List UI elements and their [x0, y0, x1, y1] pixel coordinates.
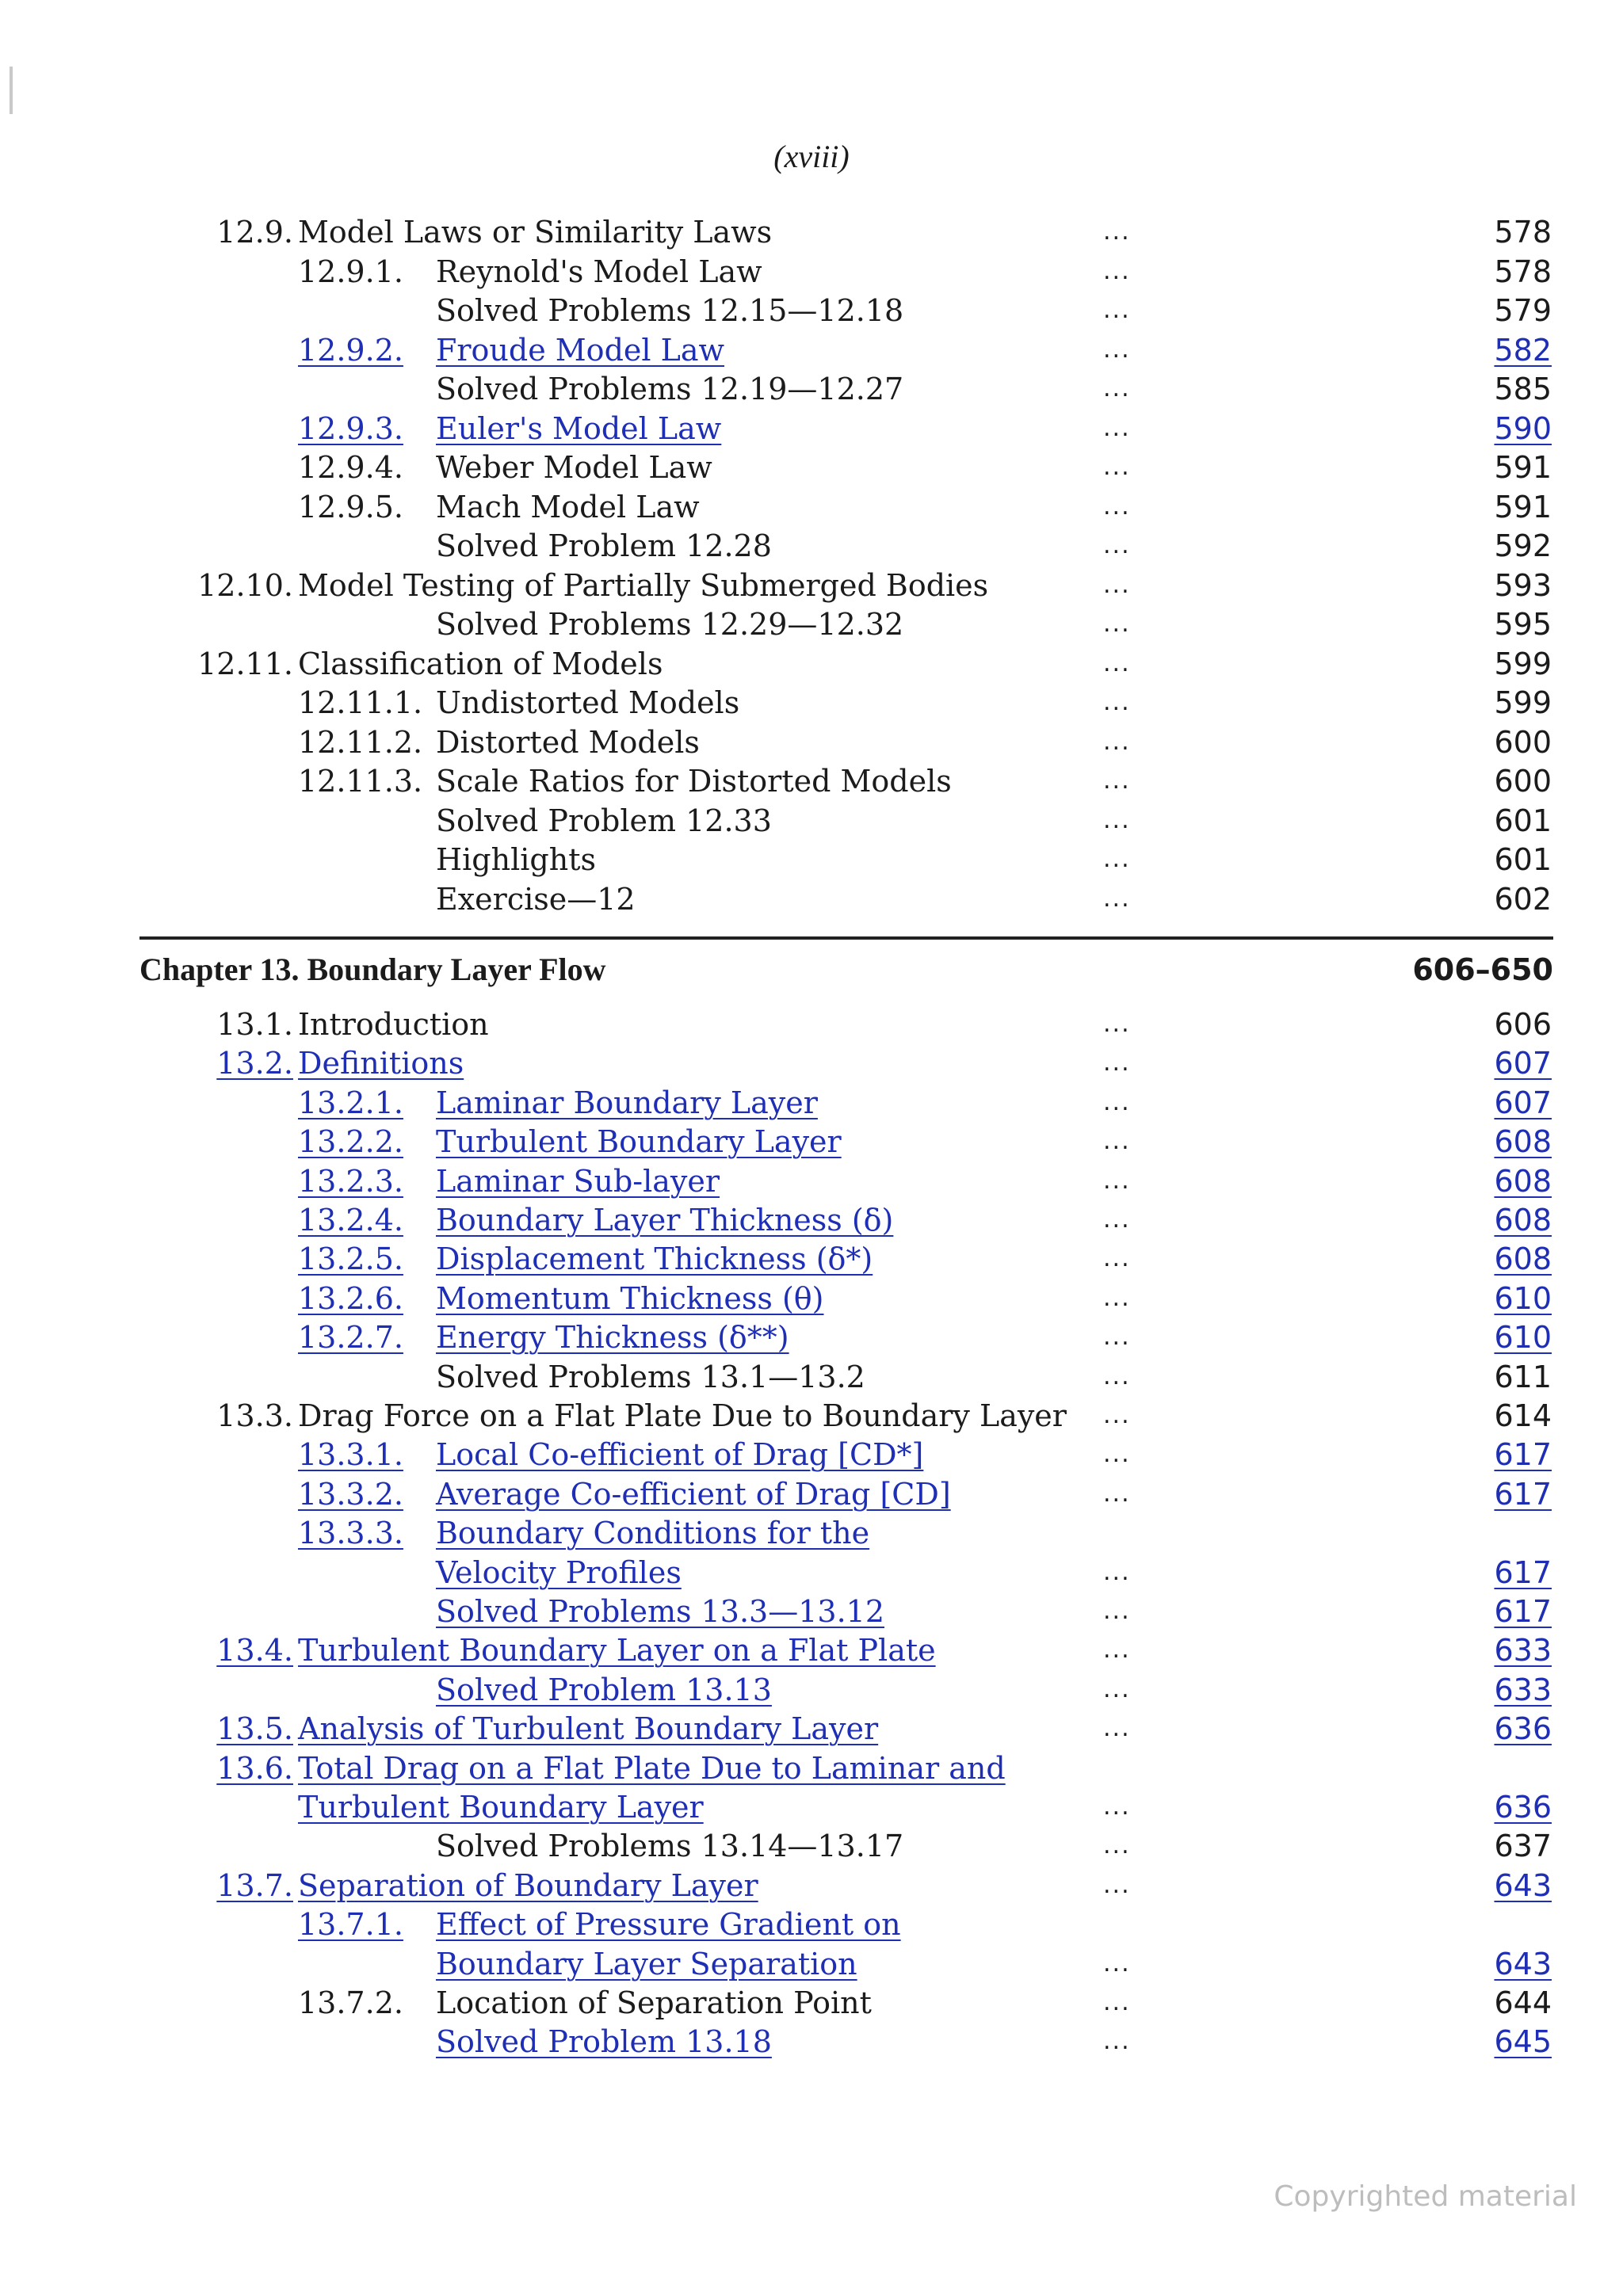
chapter-page-range: 606–650 — [1412, 952, 1553, 987]
toc-entry-number[interactable]: 13.3.2. — [298, 1476, 403, 1512]
toc-entry-number[interactable]: 13.2.1. — [298, 1085, 403, 1120]
toc-leader-dots: ... — [1103, 532, 1131, 559]
toc-leader-dots: ... — [1103, 1088, 1131, 1116]
toc-entry-number: 12.9.1. — [298, 254, 403, 289]
toc-entry-number: 12.9. — [216, 215, 293, 250]
toc-entry[interactable] — [0, 1749, 1623, 1788]
toc-entry-page[interactable]: 617 — [1494, 1594, 1552, 1629]
toc-entry-page[interactable]: 608 — [1494, 1124, 1552, 1160]
toc-entry-title[interactable]: Boundary Conditions for the — [436, 1516, 870, 1551]
toc-entry-page[interactable]: 636 — [1494, 1711, 1552, 1747]
toc-entry[interactable] — [0, 1239, 1623, 1279]
toc-entry-number: 13.7.2. — [298, 1985, 403, 2020]
toc-entry-title: Exercise—12 — [436, 881, 636, 917]
toc-entry — [0, 1983, 1623, 2023]
toc-entry-page[interactable]: 608 — [1494, 1163, 1552, 1199]
toc-entry-number: 12.10. — [197, 567, 293, 603]
toc-entry-title: Solved Problems 13.1—13.2 — [436, 1359, 865, 1394]
toc-entry-title[interactable]: Effect of Pressure Gradient on — [436, 1907, 901, 1943]
toc-entry-title[interactable]: Momentum Thickness (θ) — [436, 1280, 824, 1316]
toc-entry[interactable] — [0, 1944, 1623, 1984]
toc-entry[interactable] — [0, 1043, 1623, 1083]
toc-entry-number: 12.11.3. — [298, 764, 423, 799]
toc-entry-title[interactable]: Turbulent Boundary Layer — [436, 1124, 842, 1160]
toc-entry-title: Solved Problems 12.15—12.18 — [436, 293, 904, 328]
toc-entry-title[interactable]: Laminar Sub-layer — [436, 1163, 720, 1199]
toc-entry — [0, 369, 1623, 409]
toc-entry-number: 12.11. — [197, 646, 293, 681]
toc-entry[interactable] — [0, 409, 1623, 448]
toc-leader-dots: ... — [1103, 1440, 1131, 1469]
toc-entry-title: Location of Separation Point — [436, 1985, 872, 2020]
toc-entry-number: 13.3. — [216, 1398, 293, 1433]
toc-entry — [0, 487, 1623, 527]
toc-entry-title[interactable]: Velocity Profiles — [436, 1554, 682, 1590]
toc-entry-page[interactable]: 582 — [1494, 332, 1552, 368]
toc-entry-page: 602 — [1494, 881, 1552, 917]
toc-entry-page[interactable]: 643 — [1494, 1946, 1552, 1981]
toc-entry-page: 579 — [1494, 293, 1552, 328]
toc-entry-title[interactable]: Solved Problem 13.13 — [436, 1672, 772, 1707]
toc-entry-number[interactable]: 13.2.6. — [298, 1280, 403, 1316]
toc-entry[interactable] — [0, 1200, 1623, 1240]
toc-entry-title: Solved Problems 12.29—12.32 — [436, 607, 904, 642]
toc-leader-dots: ... — [1103, 688, 1131, 716]
scan-artifact — [10, 67, 13, 114]
toc-leader-dots: ... — [1103, 296, 1131, 324]
toc-entry-title: Model Laws or Similarity Laws — [298, 215, 773, 250]
toc-entry-number: 12.11.1. — [298, 685, 423, 720]
toc-entry-page: 592 — [1494, 528, 1552, 563]
toc-entry-page[interactable]: 610 — [1494, 1280, 1552, 1316]
toc-leader-dots: ... — [1103, 1989, 1131, 2016]
toc-entry-page: 611 — [1494, 1359, 1552, 1394]
toc-entry-title: Undistorted Models — [436, 685, 740, 720]
toc-entry-page[interactable]: 643 — [1494, 1867, 1552, 1903]
toc-entry-title: Classification of Models — [298, 646, 663, 681]
toc-entry[interactable] — [0, 1787, 1623, 1827]
toc-leader-dots: ... — [1103, 492, 1131, 521]
toc-leader-dots: ... — [1103, 1323, 1131, 1352]
toc-entry-number[interactable]: 13.3.1. — [298, 1437, 403, 1473]
toc-entry-page[interactable]: 636 — [1494, 1790, 1552, 1825]
toc-entry-title: Mach Model Law — [436, 489, 700, 524]
toc-leader-dots: ... — [1103, 1558, 1131, 1586]
toc-entry[interactable] — [0, 1083, 1623, 1123]
toc-entry-title: Model Testing of Partially Submerged Bodies — [298, 567, 989, 603]
toc-entry-title[interactable]: Displacement Thickness (δ*) — [436, 1241, 873, 1277]
toc-entry-title[interactable]: Laminar Boundary Layer — [436, 1085, 818, 1120]
toc-entry-page[interactable]: 608 — [1494, 1203, 1552, 1238]
toc-leader-dots: ... — [1103, 1479, 1131, 1508]
toc-entry-title[interactable]: Average Co-efficient of Drag [CD] — [436, 1476, 951, 1512]
toc-entry-title: Solved Problems 12.19—12.27 — [436, 372, 904, 406]
toc-entry-number[interactable]: 13.6. — [216, 1750, 293, 1786]
toc-entry — [0, 1396, 1623, 1436]
toc-entry-title[interactable]: Local Co-efficient of Drag [CD*] — [436, 1437, 924, 1473]
toc-entry-title[interactable]: Turbulent Boundary Layer on a Flat Plate — [298, 1633, 936, 1669]
toc-entry — [0, 801, 1623, 841]
toc-entry-page: 591 — [1494, 450, 1552, 485]
toc-leader-dots: ... — [1103, 1793, 1131, 1821]
toc-entry-page: 606 — [1494, 1007, 1552, 1042]
toc-leader-dots: ... — [1103, 414, 1131, 442]
toc-entry-title: Distorted Models — [436, 724, 700, 760]
toc-entry-number[interactable]: 13.2.2. — [298, 1124, 403, 1160]
toc-entry[interactable] — [0, 1513, 1623, 1553]
toc-leader-dots: ... — [1103, 727, 1131, 756]
toc-entry-title[interactable]: Solved Problem 13.18 — [436, 2024, 772, 2060]
toc-leader-dots: ... — [1103, 610, 1131, 638]
toc-entry — [0, 723, 1623, 762]
toc-entry-number[interactable]: 13.2.4. — [298, 1203, 403, 1238]
toc-leader-dots: ... — [1103, 1245, 1131, 1273]
toc-entry-number[interactable]: 12.9.3. — [298, 410, 403, 446]
toc-entry-title[interactable]: Froude Model Law — [436, 332, 725, 368]
toc-entry-number[interactable]: 13.2. — [216, 1046, 293, 1081]
toc-leader-dots: ... — [1103, 1010, 1131, 1038]
toc-entry-title[interactable]: Definitions — [298, 1046, 464, 1081]
toc-leader-dots: ... — [1103, 884, 1131, 913]
toc-entry — [0, 1005, 1623, 1044]
toc-entry-page: 614 — [1494, 1398, 1552, 1433]
toc-entry-page[interactable]: 617 — [1494, 1554, 1552, 1590]
toc-entry-title: Scale Ratios for Distorted Models — [436, 764, 952, 799]
toc-entry — [0, 683, 1623, 723]
toc-leader-dots: ... — [1103, 1127, 1131, 1156]
toc-entry-title: Highlights — [436, 842, 596, 877]
toc-entry — [0, 879, 1623, 919]
toc-leader-dots: ... — [1103, 1283, 1131, 1312]
toc-entry — [0, 212, 1623, 252]
toc-entry[interactable] — [0, 1553, 1623, 1592]
toc-entry-page: 593 — [1494, 567, 1552, 603]
toc-entry-number: 12.11.2. — [298, 724, 423, 760]
toc-entry-page: 644 — [1494, 1985, 1552, 2020]
toc-entry-page: 578 — [1494, 215, 1552, 250]
toc-entry[interactable] — [0, 2022, 1623, 2061]
toc-leader-dots: ... — [1103, 845, 1131, 873]
toc-entry-page: 600 — [1494, 724, 1552, 760]
toc-entry-page: 599 — [1494, 685, 1552, 720]
toc-entry-page: 601 — [1494, 842, 1552, 877]
toc-entry-number: 13.1. — [216, 1007, 293, 1042]
toc-leader-dots: ... — [1103, 1049, 1131, 1077]
toc-entry-page[interactable]: 617 — [1494, 1476, 1552, 1512]
toc-entry — [0, 1826, 1623, 1866]
toc-leader-dots: ... — [1103, 1166, 1131, 1195]
toc-entry — [0, 644, 1623, 684]
toc-entry-title[interactable]: Total Drag on a Flat Plate Due to Laminar and — [298, 1750, 1006, 1786]
toc-entry[interactable] — [0, 1279, 1623, 1318]
toc-entry-page[interactable]: 633 — [1494, 1672, 1552, 1707]
chapter-13-heading — [139, 948, 1553, 992]
toc-entry-title: Solved Problem 12.28 — [436, 528, 772, 563]
toc-leader-dots: ... — [1103, 375, 1131, 402]
toc-entry-number[interactable]: 13.3.3. — [298, 1516, 403, 1551]
toc-entry-title[interactable]: Boundary Layer Thickness (δ) — [436, 1203, 894, 1238]
toc-entry-page: 601 — [1494, 803, 1552, 838]
toc-entry-page: 585 — [1494, 372, 1552, 406]
toc-entry-title: Introduction — [298, 1007, 489, 1042]
toc-entry-page: 578 — [1494, 254, 1552, 289]
toc-entry-title[interactable]: Euler's Model Law — [436, 410, 722, 446]
toc-entry — [0, 566, 1623, 605]
toc-entry-page[interactable]: 633 — [1494, 1633, 1552, 1669]
toc-leader-dots: ... — [1103, 453, 1131, 481]
toc-entry — [0, 252, 1623, 292]
toc-entry-title: Solved Problem 12.33 — [436, 803, 772, 838]
toc-leader-dots: ... — [1103, 1871, 1131, 1899]
toc-entry[interactable] — [0, 1592, 1623, 1631]
toc-leader-dots: ... — [1103, 1362, 1131, 1390]
toc-entry[interactable] — [0, 1630, 1623, 1670]
toc-leader-dots: ... — [1103, 806, 1131, 834]
toc-entry-number[interactable]: 13.2.5. — [298, 1241, 403, 1277]
toc-leader-dots: ... — [1103, 570, 1131, 599]
toc-entry-title[interactable]: Turbulent Boundary Layer — [298, 1790, 704, 1825]
toc-entry-number[interactable]: 13.5. — [216, 1711, 293, 1747]
toc-entry-page[interactable]: 590 — [1494, 410, 1552, 446]
toc-entry-title: Weber Model Law — [436, 450, 712, 485]
toc-entry-page[interactable]: 607 — [1494, 1085, 1552, 1120]
toc-entry-page: 591 — [1494, 489, 1552, 524]
toc-entry-title: Reynold's Model Law — [436, 254, 762, 289]
toc-entry — [0, 291, 1623, 330]
toc-leader-dots: ... — [1103, 257, 1131, 285]
toc-entry[interactable] — [0, 1670, 1623, 1710]
toc-leader-dots: ... — [1103, 1714, 1131, 1743]
toc-entry-number[interactable]: 13.4. — [216, 1633, 293, 1669]
toc-entry-number: 12.9.4. — [298, 450, 403, 485]
chapter-divider-rule — [139, 936, 1553, 940]
toc-entry-page[interactable]: 608 — [1494, 1241, 1552, 1277]
toc-entry-number: 12.9.5. — [298, 489, 403, 524]
toc-entry-title[interactable]: Energy Thickness (δ**) — [436, 1320, 789, 1356]
toc-entry — [0, 761, 1623, 801]
toc-entry-number[interactable]: 13.2.3. — [298, 1163, 403, 1199]
toc-entry-page: 600 — [1494, 764, 1552, 799]
toc-leader-dots: ... — [1103, 335, 1131, 364]
toc-entry — [0, 526, 1623, 566]
toc-entry — [0, 1357, 1623, 1397]
toc-entry-title[interactable]: Analysis of Turbulent Boundary Layer — [298, 1711, 879, 1747]
toc-entry-page[interactable]: 607 — [1494, 1046, 1552, 1081]
toc-entry-number[interactable]: 13.7.1. — [298, 1907, 403, 1943]
toc-entry[interactable] — [0, 1122, 1623, 1161]
toc-entry-title[interactable]: Boundary Layer Separation — [436, 1946, 857, 1981]
toc-entry — [0, 448, 1623, 487]
copyright-watermark: Copyrighted material — [1274, 2180, 1577, 2213]
toc-entry-page[interactable]: 645 — [1494, 2024, 1552, 2060]
toc-entry[interactable] — [0, 1161, 1623, 1201]
toc-leader-dots: ... — [1103, 1206, 1131, 1234]
chapter-title: Chapter 13. Boundary Layer Flow — [139, 952, 606, 987]
toc-entry[interactable] — [0, 330, 1623, 370]
toc-entry[interactable] — [0, 1905, 1623, 1944]
toc-entry[interactable] — [0, 1435, 1623, 1474]
toc-entry-number[interactable]: 13.2.7. — [298, 1320, 403, 1356]
toc-entry[interactable] — [0, 1709, 1623, 1749]
toc-entry-number[interactable]: 13.7. — [216, 1867, 293, 1903]
toc-leader-dots: ... — [1103, 1949, 1131, 1978]
toc-entry-title: Solved Problems 13.14—13.17 — [436, 1829, 904, 1864]
toc-entry-title[interactable]: Solved Problems 13.3—13.12 — [436, 1594, 885, 1629]
toc-leader-dots: ... — [1103, 218, 1131, 246]
toc-leader-dots: ... — [1103, 1597, 1131, 1625]
toc-leader-dots: ... — [1103, 1402, 1131, 1429]
toc-entry-page: 637 — [1494, 1829, 1552, 1864]
page-number: (xviii) — [773, 139, 850, 174]
toc-entry-title[interactable]: Separation of Boundary Layer — [298, 1867, 758, 1903]
toc-leader-dots: ... — [1103, 1636, 1131, 1665]
toc-entry-page[interactable]: 617 — [1494, 1437, 1552, 1473]
toc-entry[interactable] — [0, 1474, 1623, 1514]
toc-entry — [0, 840, 1623, 879]
toc-entry[interactable] — [0, 1318, 1623, 1357]
toc-leader-dots: ... — [1103, 1675, 1131, 1703]
toc-entry[interactable] — [0, 1866, 1623, 1905]
toc-entry-page: 599 — [1494, 646, 1552, 681]
toc-entry-title: Drag Force on a Flat Plate Due to Boundary Layer — [298, 1398, 1067, 1433]
toc-entry — [0, 605, 1623, 644]
toc-leader-dots: ... — [1103, 649, 1131, 677]
toc-entry-page: 595 — [1494, 607, 1552, 642]
toc-entry-number[interactable]: 12.9.2. — [298, 332, 403, 368]
toc-leader-dots: ... — [1103, 767, 1131, 795]
toc-entry-page[interactable]: 610 — [1494, 1320, 1552, 1356]
toc-leader-dots: ... — [1103, 2027, 1131, 2056]
toc-leader-dots: ... — [1103, 1832, 1131, 1860]
